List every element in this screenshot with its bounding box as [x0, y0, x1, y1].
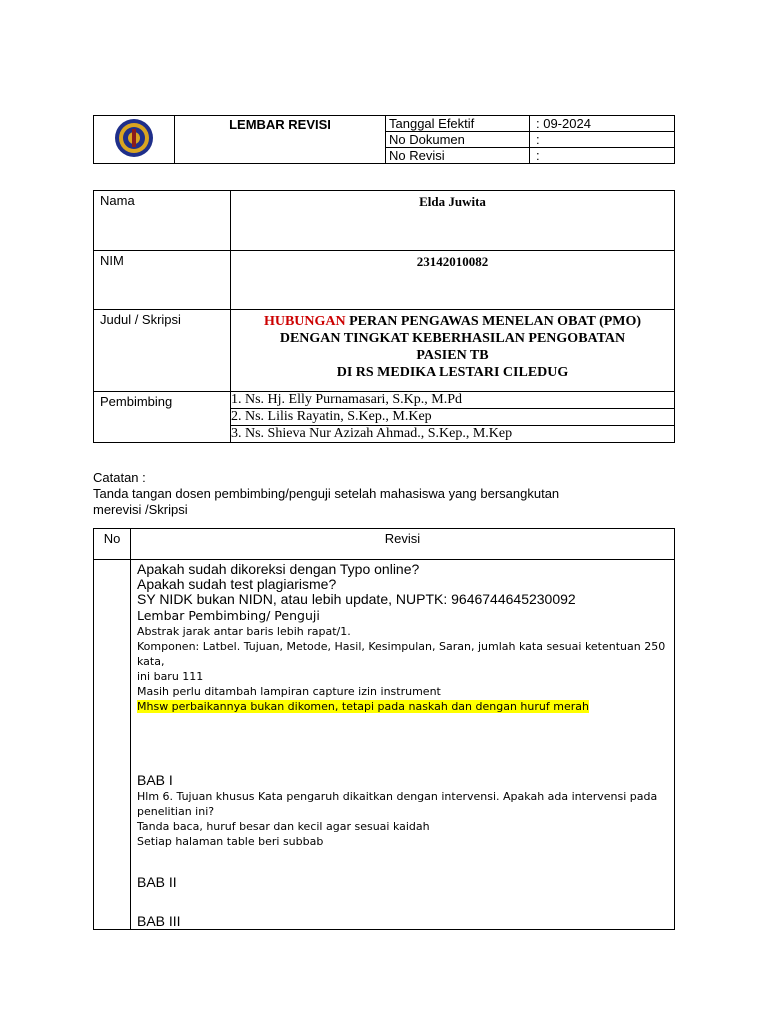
- revision-general-1: Apakah sudah dikoreksi dengan Typo online?: [137, 561, 420, 577]
- bab3-heading: BAB III: [137, 913, 181, 929]
- name-value: Elda Juwita: [231, 191, 675, 251]
- bab1-note-2: penelitian ini?: [137, 805, 215, 818]
- revision-table: [93, 528, 675, 930]
- bab1-note-3: Tanda baca, huruf besar dan kecil agar sesuai kaidah: [137, 820, 430, 833]
- effective-date-label: Tanggal Efektif: [386, 116, 530, 132]
- logo-cell: [94, 116, 175, 164]
- column-header-revisi: Revisi: [131, 529, 675, 560]
- column-header-no: No: [94, 529, 131, 560]
- revision-note-3: ini baru 111: [137, 670, 204, 683]
- supervisor-label: Pembimbing: [94, 392, 231, 443]
- notes-line-1: Tanda tangan dosen pembimbing/penguji setelah mahasiswa yang bersangkutan: [93, 486, 560, 501]
- supervisor-2: 2. Ns. Lilis Rayatin, S.Kep., M.Kep: [231, 408, 674, 425]
- header-table: [93, 115, 675, 164]
- thesis-title-line-2: DENGAN TINGKAT KEBERHASILAN PENGOBATAN: [279, 331, 626, 346]
- document-number-label: No Dokumen: [386, 132, 530, 148]
- revision-note-2: Komponen: Latbel. Tujuan, Metode, Hasil, Kesimpulan, Saran, jumlah kata sesuai ketentuan 250 kata,: [137, 640, 666, 668]
- bab2-heading: BAB II: [137, 874, 177, 890]
- nim-label: NIM: [94, 251, 231, 310]
- revision-highlight-note: Mhsw perbaikannya bukan dikomen, tetapi pada naskah dan dengan huruf merah: [137, 700, 589, 713]
- bab1-note-4: Setiap halaman table beri subbab: [137, 835, 324, 848]
- revision-general-2: Apakah sudah test plagiarisme?: [137, 576, 337, 592]
- thesis-title-label: Judul / Skripsi: [94, 310, 231, 392]
- thesis-title-line-4: DI RS MEDIKA LESTARI CILEDUG: [336, 365, 569, 380]
- revision-content-cell: [131, 560, 675, 930]
- thesis-title-line-1: HUBUNGAN PERAN PENGAWAS MENELAN OBAT (PMO): [263, 314, 642, 329]
- effective-date-value: : 09-2024: [530, 116, 675, 132]
- notes-block: [93, 470, 693, 518]
- supervisor-1: 1. Ns. Hj. Elly Purnamasari, S.Kp., M.Pd: [231, 392, 462, 407]
- revision-pembimbing-line: Lembar Pembimbing/ Penguji: [137, 608, 320, 623]
- revision-note-1: Abstrak jarak antar baris lebih rapat/1.: [137, 625, 351, 638]
- thesis-title-line-3: PASIEN TB: [416, 348, 489, 363]
- supervisor-3: 3. Ns. Shieva Nur Azizah Ahmad., S.Kep., M.Kep: [231, 425, 674, 442]
- nim-value: 23142010082: [231, 251, 675, 310]
- bab1-note-1: Hlm 6. Tujuan khusus Kata pengaruh dikaitkan dengan intervensi. Apakah ada intervensi pada: [137, 790, 658, 803]
- university-logo-icon: [114, 118, 154, 158]
- bab1-heading: BAB I: [137, 772, 173, 788]
- document-number-value: :: [530, 132, 675, 148]
- thesis-title-highlight-word: HUBUNGAN: [263, 314, 346, 329]
- revision-number-value: :: [530, 148, 675, 164]
- document-title: LEMBAR REVISI: [175, 116, 386, 164]
- revision-general-3: SY NIDK bukan NIDN, atau lebih update, NUPTK: 9646744645230092: [137, 591, 576, 607]
- student-info-table: [93, 190, 675, 443]
- revision-note-4: Masih perlu ditambah lampiran capture izin instrument: [137, 685, 441, 698]
- notes-line-2: merevisi /Skripsi: [93, 502, 188, 517]
- supervisor-list: [231, 392, 675, 443]
- notes-label: Catatan :: [93, 470, 146, 485]
- name-label: Nama: [94, 191, 231, 251]
- revision-highlight-note-row: [137, 699, 674, 714]
- revision-number-cell: [94, 560, 131, 930]
- thesis-title: [231, 310, 675, 392]
- revision-number-label: No Revisi: [386, 148, 530, 164]
